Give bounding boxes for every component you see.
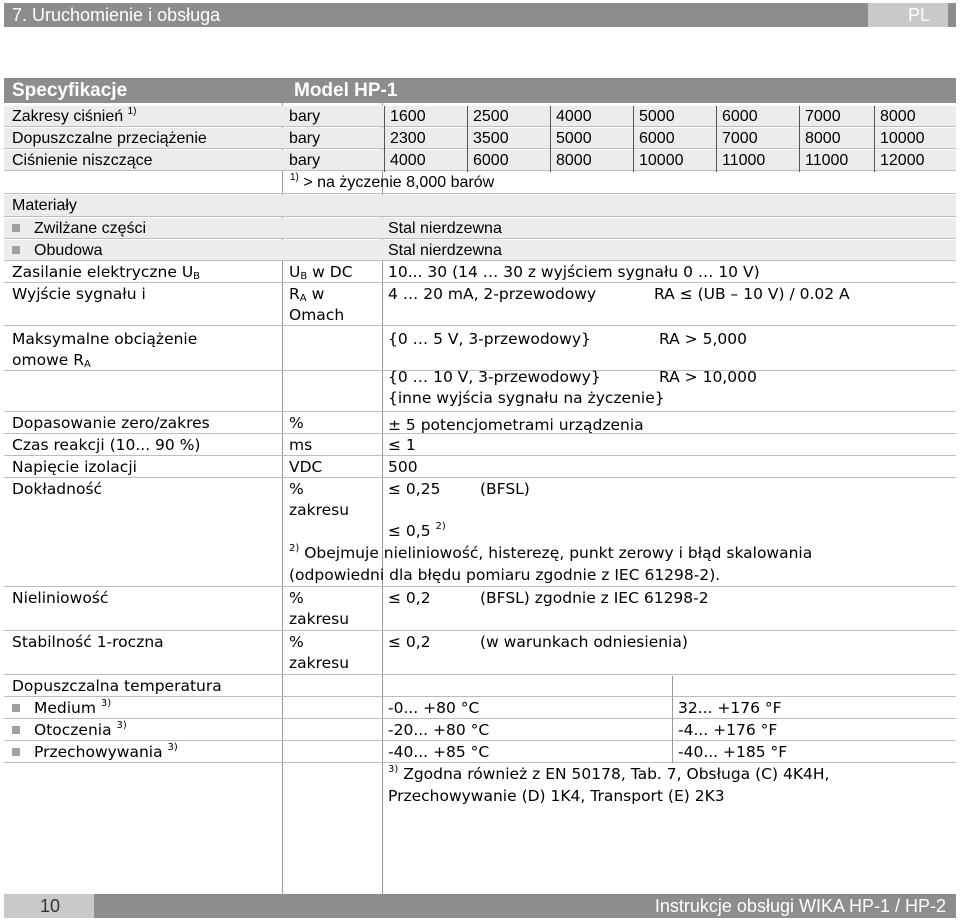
- page-number: 10: [4, 894, 94, 918]
- pressure-value: 12000: [880, 152, 925, 169]
- pressure-value: 1600: [390, 108, 426, 125]
- row-burst: Ciśnienie niszczące bary: [4, 150, 956, 171]
- bullet-icon: [12, 224, 20, 232]
- col-separator-temp: [672, 676, 673, 763]
- row-temp-note: $^{3)}$ Zgodna również z EN 50178, Tab. 7, Obsługa (C) 4K4H, Przechowywanie (D) 1K4, Transport (E) 2K3: [388, 764, 830, 805]
- section-header: [4, 3, 956, 27]
- pressure-value: 10000: [880, 130, 925, 147]
- grid-line: [633, 106, 634, 172]
- bullet-icon: [12, 246, 20, 254]
- row-response-time: Czas reakcji (10... 90 %) ms ≤ 1: [4, 435, 956, 456]
- pressure-value: 4000: [390, 152, 426, 169]
- pressure-value: 7000: [722, 130, 758, 147]
- row-stability: Stabilność 1-roczna % zakresu ≤ 0,2 (w warunkach odniesienia): [4, 632, 956, 675]
- row-power-supply: Zasilanie elektryczne $U_B$ $U_B$ w DC 10... 30 (14 … 30 z wyjściem sygnału 0 … 10 V): [4, 262, 956, 283]
- grid-line: [716, 106, 717, 172]
- bullet-icon: [12, 704, 20, 712]
- pressure-value: 5000: [556, 130, 592, 147]
- row-load-options: {0 … 10 V, 3-przewodowy} RA > 10,000 {inne wyjścia sygnału na życzenie}: [4, 372, 956, 412]
- bullet-icon: [12, 726, 20, 734]
- pressure-value: 5000: [639, 108, 675, 125]
- row-accuracy: Dokładność % zakresu ≤ 0,25 (BFSL) ≤ 0,5 $^{2)}$ $^{2)}$ Obejmuje nieliniowość, histerezę, punkt zerowy i błąd skalowania (odpowiedni dla błędu pomiaru zgodnie z IEC 61298-2).: [4, 479, 956, 587]
- col-model-title: Model HP-1: [294, 80, 398, 101]
- pressure-value: 8000: [556, 152, 592, 169]
- grid-line: [799, 106, 800, 172]
- pressure-value: 6000: [722, 108, 758, 125]
- row-zero-span: Dopasowanie zero/zakres % ± 5 potencjometrami urządzenia: [4, 413, 956, 434]
- grid-line: [384, 106, 385, 172]
- pressure-value: 2300: [390, 130, 426, 147]
- pressure-value: 3500: [473, 130, 509, 147]
- grid-line: [467, 106, 468, 172]
- row-pressure-ranges: Zakresy ciśnień $^{1)}$ bary: [4, 106, 956, 127]
- language-tag: PL: [868, 3, 948, 27]
- row-max-load: Maksymalne obciążenie omowe $R_A$ {0 … 5 V, 3-przewodowy} RA > 5,000: [4, 327, 956, 371]
- bullet-icon: [12, 748, 20, 756]
- row-temp-storage: Przechowywania $^{3)}$ -40... +85 °C -40... +185 °F: [4, 742, 956, 763]
- table-header: [4, 78, 956, 103]
- page-footer: [4, 894, 956, 918]
- grid-line: [874, 106, 875, 172]
- pressure-value: 7000: [805, 108, 841, 125]
- document-title: Instrukcje obsługi WIKA HP-1 / HP-2: [654, 896, 946, 916]
- row-wetted-parts: Zwilżane części Stal nierdzewna: [4, 218, 956, 239]
- row-case: Obudowa Stal nierdzewna: [4, 240, 956, 261]
- row-temperature: Dopuszczalna temperatura: [4, 676, 956, 697]
- row-note1: $^{1)}$ > na życzenie 8,000 barów: [4, 172, 956, 194]
- pressure-value: 6000: [639, 130, 675, 147]
- pressure-value: 4000: [556, 108, 592, 125]
- row-signal-output: Wyjście sygnału i $R_A$ w Omach 4 … 20 mA, 2-przewodowy RA ≤ (UB – 10 V) / 0.02 A: [4, 284, 956, 326]
- row-temp-ambient: Otoczenia $^{3)}$ -20... +80 °C -4... +176 °F: [4, 720, 956, 741]
- row-temp-medium: Medium $^{3)}$ -0... +80 °C 32... +176 °F: [4, 698, 956, 719]
- section-title: 7. Uruchomienie i obsługa: [12, 5, 221, 25]
- row-overload: Dopuszczalne przeciążenie bary: [4, 128, 956, 149]
- pressure-value: 8000: [805, 130, 841, 147]
- pressure-value: 8000: [880, 108, 916, 125]
- row-nonlinearity: Nieliniowość % zakresu ≤ 0,2 (BFSL) zgodnie z IEC 61298-2: [4, 588, 956, 631]
- col-spec-title: Specyfikacje: [12, 80, 128, 101]
- pressure-value: 6000: [473, 152, 509, 169]
- pressure-value: 11000: [805, 152, 849, 169]
- pressure-value: 10000: [639, 152, 684, 169]
- pressure-value: 11000: [722, 152, 766, 169]
- row-materials: Materiały: [4, 195, 956, 217]
- grid-line: [550, 106, 551, 172]
- row-isolation-voltage: Napięcie izolacji VDC 500: [4, 457, 956, 478]
- pressure-value: 2500: [473, 108, 509, 125]
